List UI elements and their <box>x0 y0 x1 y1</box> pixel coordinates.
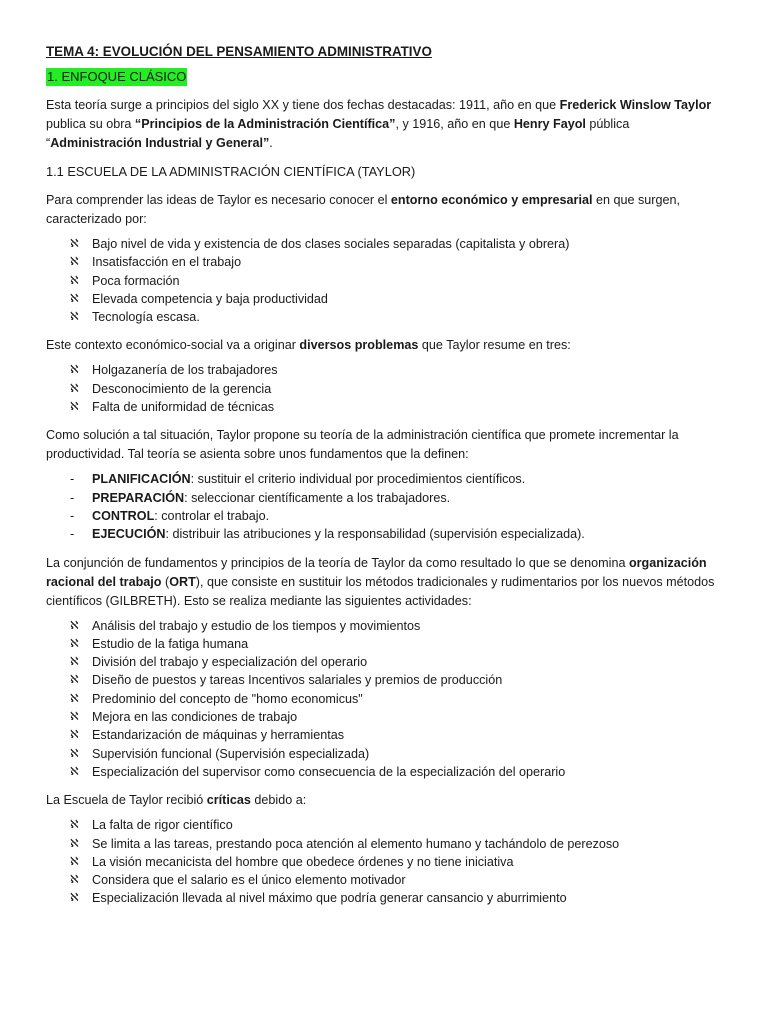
list-item-text: Tecnología escasa. <box>92 310 200 325</box>
list-item <box>70 290 726 308</box>
aleph-bullet-icon: ℵ <box>70 274 79 287</box>
list-item-text: Especialización llevada al nivel máximo que podría generar cansancio y aburrimiento <box>92 891 567 906</box>
text-run: , y 1916, año en que <box>395 117 514 131</box>
aleph-bullet-icon: ℵ <box>70 382 79 395</box>
text-run: ( <box>161 574 170 589</box>
fundamental-text <box>92 525 585 543</box>
fundamental-desc: : sustituir el criterio individual por procedimientos científicos. <box>190 472 526 487</box>
dash-bullet: - <box>70 472 75 487</box>
dash-bullet: - <box>70 508 75 523</box>
list-item <box>70 690 726 708</box>
aleph-bullet-icon: ℵ <box>70 637 79 650</box>
list-item <box>70 763 726 781</box>
list-item-text: Insatisfacción en el trabajo <box>92 255 242 270</box>
list-item <box>70 871 726 889</box>
fundamental-term: EJECUCIÓN <box>92 527 166 542</box>
list-item-text: Se limita a las tareas, prestando poca atención al elemento humano y tachándolo de perezoso <box>92 836 620 851</box>
list-item-text: Especialización del supervisor como consecuencia de la especialización del operario <box>92 764 566 779</box>
fundamental-text <box>92 470 525 488</box>
aleph-bullet-icon: ℵ <box>70 729 79 742</box>
environment-paragraph <box>46 191 726 229</box>
list-item-text: División del trabajo y especialización del operario <box>92 655 368 670</box>
list-item <box>70 653 726 671</box>
fundamental-desc: : controlar el trabajo. <box>154 508 270 523</box>
list-item-text: Poca formación <box>92 273 180 288</box>
fundamental-text <box>92 489 450 507</box>
text-run: pública “ <box>46 117 630 150</box>
list-item <box>70 398 726 416</box>
aleph-bullet-icon: ℵ <box>70 401 79 414</box>
list-item-text: Supervisión funcional (Supervisión especializada) <box>92 746 370 761</box>
aleph-bullet-icon: ℵ <box>70 692 79 705</box>
text-run: en que surgen, caracterizado por: <box>46 193 680 226</box>
bold-run: diversos problemas <box>299 338 419 353</box>
list-item <box>70 235 726 253</box>
intro-paragraph <box>46 96 726 153</box>
list-item-text: Considera que el salario es el único elemento motivador <box>92 873 406 888</box>
fundamental-term: PLANIFICACIÓN <box>92 472 191 487</box>
document-title: TEMA 4: EVOLUCIÓN DEL PENSAMIENTO ADMINISTRATIVO <box>46 44 432 59</box>
bold-run: Frederick Winslow Taylor <box>559 98 712 112</box>
aleph-bullet-icon: ℵ <box>70 364 79 377</box>
text-run: Este contexto económico-social va a originar <box>46 338 300 353</box>
list-item-text: Análisis del trabajo y estudio de los tiempos y movimientos <box>92 618 421 633</box>
document-page <box>46 42 726 908</box>
aleph-bullet-icon: ℵ <box>70 819 79 832</box>
list-item-text: Mejora en las condiciones de trabajo <box>92 710 298 725</box>
list-item <box>70 726 726 744</box>
list-item-text: La falta de rigor científico <box>92 818 233 833</box>
aleph-bullet-icon: ℵ <box>70 711 79 724</box>
subsection-heading: 1.1 ESCUELA DE LA ADMINISTRACIÓN CIENTÍFICA (TAYLOR) <box>46 164 416 179</box>
aleph-bullet-icon: ℵ <box>70 311 79 324</box>
fundamental-item <box>70 525 726 543</box>
problems-paragraph <box>46 336 726 355</box>
bold-run: Henry Fayol <box>513 117 586 131</box>
bold-run: entorno económico y empresarial <box>390 193 593 207</box>
list-item <box>70 361 726 379</box>
text-run: que Taylor resume en tres: <box>418 338 571 353</box>
text-run: ), que consiste en sustituir los métodos tradicionales y rudimentarios por los nuevos métodos científicos (GILBRETH). Esto se realiza mediante las siguientes actividades: <box>46 574 715 608</box>
aleph-bullet-icon: ℵ <box>70 892 79 905</box>
aleph-bullet-icon: ℵ <box>70 837 79 850</box>
fundamental-item <box>70 489 726 507</box>
list-item-text: La visión mecanicista del hombre que obedece órdenes y no tiene iniciativa <box>92 854 514 869</box>
text-run: publica su obra <box>46 117 135 131</box>
dash-bullet: - <box>70 527 75 542</box>
list-item-text: Holgazanería de los trabajadores <box>92 363 278 378</box>
list-item <box>70 253 726 271</box>
ort-paragraph <box>46 554 726 611</box>
fundamental-item <box>70 470 726 488</box>
list-item <box>70 816 726 834</box>
fundamental-term: PREPARACIÓN <box>92 490 185 505</box>
bold-run: Administración Industrial y General” <box>50 136 270 150</box>
fundamentals-list <box>46 470 726 543</box>
text-run: La conjunción de fundamentos y principios de la teoría de Taylor da como resultado lo que se denomina <box>46 555 629 570</box>
fundamental-item <box>70 507 726 525</box>
text-run: debido a: <box>250 793 307 808</box>
bold-run: críticas <box>206 793 251 808</box>
problems-list <box>46 361 726 416</box>
bold-run: “Principios de la Administración Científica” <box>134 117 396 131</box>
text-run: La Escuela de Taylor recibió <box>46 793 207 808</box>
list-item <box>70 671 726 689</box>
criticism-list <box>46 816 726 907</box>
list-item-text: Estandarización de máquinas y herramientas <box>92 728 345 743</box>
list-item <box>70 835 726 853</box>
list-item-text: Estudio de la fatiga humana <box>92 636 249 651</box>
fundamental-desc: : distribuir las atribuciones y la responsabilidad (supervisión especializada). <box>165 527 585 542</box>
aleph-bullet-icon: ℵ <box>70 674 79 687</box>
list-item-text: Diseño de puestos y tareas Incentivos salariales y premios de producción <box>92 673 503 688</box>
list-item-text: Desconocimiento de la gerencia <box>92 381 272 396</box>
aleph-bullet-icon: ℵ <box>70 292 79 305</box>
fundamental-text <box>92 507 269 525</box>
bold-run: organización racional del trabajo <box>46 555 707 589</box>
list-item <box>70 853 726 871</box>
list-item <box>70 380 726 398</box>
aleph-bullet-icon: ℵ <box>70 238 79 250</box>
list-item-text: Bajo nivel de vida y existencia de dos clases sociales separadas (capitalista y obrera) <box>92 237 570 251</box>
aleph-bullet-icon: ℵ <box>70 656 79 669</box>
environment-list <box>46 235 726 326</box>
list-item <box>70 889 726 907</box>
aleph-bullet-icon: ℵ <box>70 855 79 868</box>
list-item <box>70 272 726 290</box>
list-item <box>70 708 726 726</box>
list-item-text: Elevada competencia y baja productividad <box>92 291 328 306</box>
list-item-text: Predominio del concepto de "homo economicus" <box>92 691 363 706</box>
list-item <box>70 635 726 653</box>
text-run: . <box>269 136 273 150</box>
aleph-bullet-icon: ℵ <box>70 619 79 632</box>
dash-bullet: - <box>70 490 75 505</box>
list-item <box>70 617 726 635</box>
list-item <box>70 745 726 763</box>
list-item-text: Falta de uniformidad de técnicas <box>92 400 275 415</box>
aleph-bullet-icon: ℵ <box>70 256 79 269</box>
aleph-bullet-icon: ℵ <box>70 874 79 887</box>
aleph-bullet-icon: ℵ <box>70 765 79 778</box>
solution-paragraph: Como solución a tal situación, Taylor propone su teoría de la administración científica que promete incrementar la productividad. Tal teoría se asienta sobre unos fundamentos que la definen: <box>46 428 679 462</box>
fundamental-term: CONTROL <box>92 508 155 523</box>
list-item <box>70 308 726 326</box>
criticism-paragraph <box>46 791 726 810</box>
aleph-bullet-icon: ℵ <box>70 747 79 760</box>
bold-run: ORT <box>169 574 196 589</box>
fundamental-desc: : seleccionar científicamente a los trabajadores. <box>184 490 451 505</box>
activities-list <box>46 617 726 782</box>
text-run: Esta teoría surge a principios del siglo XX y tiene dos fechas destacadas: 1911, año en que <box>46 98 560 112</box>
section-heading-highlighted: 1. ENFOQUE CLÁSICO <box>47 69 187 84</box>
text-run: Para comprender las ideas de Taylor es necesario conocer el <box>46 193 391 207</box>
